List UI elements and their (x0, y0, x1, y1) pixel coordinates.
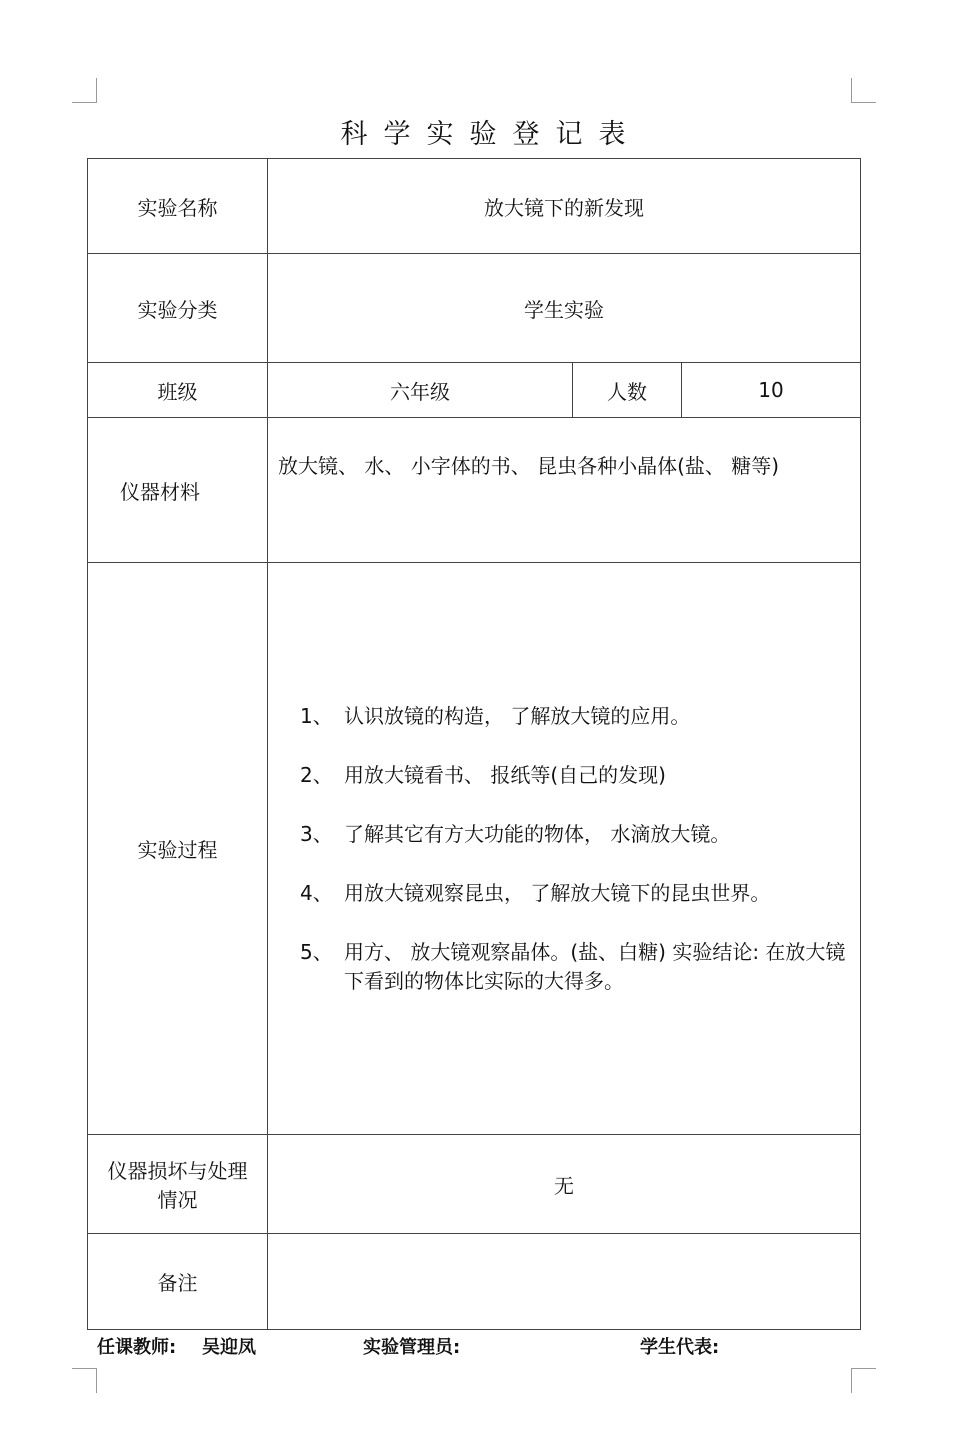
process-steps (268, 702, 860, 996)
count-value: 10 (682, 363, 861, 418)
step-number: 1、 (300, 703, 333, 728)
process-step (300, 761, 852, 790)
process-value (268, 563, 861, 1135)
remarks-value (268, 1234, 861, 1330)
row-process (88, 563, 861, 1135)
row-materials (88, 418, 861, 563)
count-label: 人数 (573, 363, 682, 418)
step-text: 用方、 放大镜观察晶体。(盐、白糖) 实验结论: 在放大镜下看到的物体比实际的大得多。 (344, 939, 846, 993)
crop-mark-bottom-right (851, 1368, 876, 1393)
process-step (300, 938, 852, 996)
class-label: 班级 (88, 363, 268, 418)
row-class-count (88, 363, 861, 418)
step-number: 2、 (300, 762, 333, 787)
step-text: 用放大镜观察昆虫， 了解放大镜下的昆虫世界。 (344, 880, 771, 905)
class-value: 六年级 (268, 363, 573, 418)
crop-mark-top-left (72, 78, 97, 103)
teacher-label: 任课教师: (97, 1337, 177, 1358)
manager-label: 实验管理员: (363, 1337, 461, 1358)
step-text: 用放大镜看书、 报纸等(自己的发现) (344, 762, 666, 787)
experiment-category-label: 实验分类 (88, 254, 268, 363)
damage-label-line1: 仪器损坏与处理 (107, 1159, 248, 1183)
crop-mark-bottom-left (72, 1368, 97, 1393)
step-text: 了解其它有方大功能的物体， 水滴放大镜。 (344, 821, 731, 846)
step-number: 5、 (300, 939, 333, 964)
row-experiment-name (88, 159, 861, 254)
row-remarks (88, 1234, 861, 1330)
step-number: 3、 (300, 821, 333, 846)
process-step (300, 879, 852, 908)
row-damage (88, 1135, 861, 1234)
crop-mark-top-right (851, 78, 876, 103)
materials-value: 放大镜、 水、 小字体的书、 昆虫各种小晶体(盐、 糖等) (268, 418, 861, 563)
registration-table (87, 158, 861, 1330)
step-number: 4、 (300, 880, 333, 905)
process-step (300, 702, 852, 731)
process-step (300, 820, 852, 849)
teacher-name: 吴迎凤 (202, 1337, 256, 1358)
student-rep-label: 学生代表: (640, 1337, 720, 1358)
materials-label-cell (88, 418, 268, 563)
step-text: 认识放镜的构造， 了解放大镜的应用。 (344, 703, 691, 728)
damage-label (88, 1135, 268, 1234)
damage-label-line2: 情况 (157, 1188, 198, 1212)
page-title: 科学实验登记表 (340, 119, 642, 150)
damage-value: 无 (268, 1135, 861, 1234)
experiment-name-label: 实验名称 (88, 159, 268, 254)
remarks-label: 备注 (88, 1234, 268, 1330)
materials-label: 仪器材料 (120, 479, 200, 504)
experiment-name-value: 放大镜下的新发现 (268, 159, 861, 254)
process-label: 实验过程 (88, 563, 268, 1135)
experiment-category-value: 学生实验 (268, 254, 861, 363)
row-experiment-category (88, 254, 861, 363)
